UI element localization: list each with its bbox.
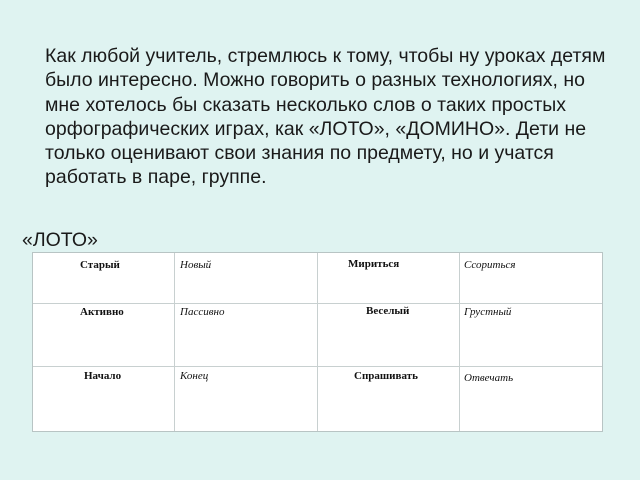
loto-heading: «ЛОТО» [22, 229, 98, 251]
table-cell: Пассивно [180, 306, 225, 318]
table-cell: Старый [80, 259, 120, 271]
table-cell: Активно [80, 306, 124, 318]
table-divider [459, 253, 460, 431]
table-cell: Спрашивать [354, 370, 418, 382]
table-cell: Мириться [348, 258, 400, 270]
table-cell: Начало [84, 370, 122, 382]
table-divider [317, 253, 318, 431]
intro-paragraph: Как любой учитель, стремлюсь к тому, чтобы ну уроках детям было интересно. Можно говорить о разных технологиях, но мне хотелось бы сказать несколько слов о таких простых орфографических играх, как «ЛОТО», «ДОМИНО». Дети не только оценивают свои знания по предмету, но и учатся работать в паре, группе. [45, 45, 606, 189]
table-divider [174, 253, 175, 431]
loto-table [32, 252, 603, 432]
table-cell: Конец [180, 370, 209, 382]
table-cell: Веселый [366, 305, 410, 317]
table-cell: Отвечать [464, 372, 514, 384]
table-cell: Ссориться [464, 259, 516, 271]
table-divider [33, 303, 602, 304]
table-cell: Грустный [464, 306, 512, 318]
table-cell: Новый [180, 259, 212, 271]
table-divider [33, 366, 602, 367]
